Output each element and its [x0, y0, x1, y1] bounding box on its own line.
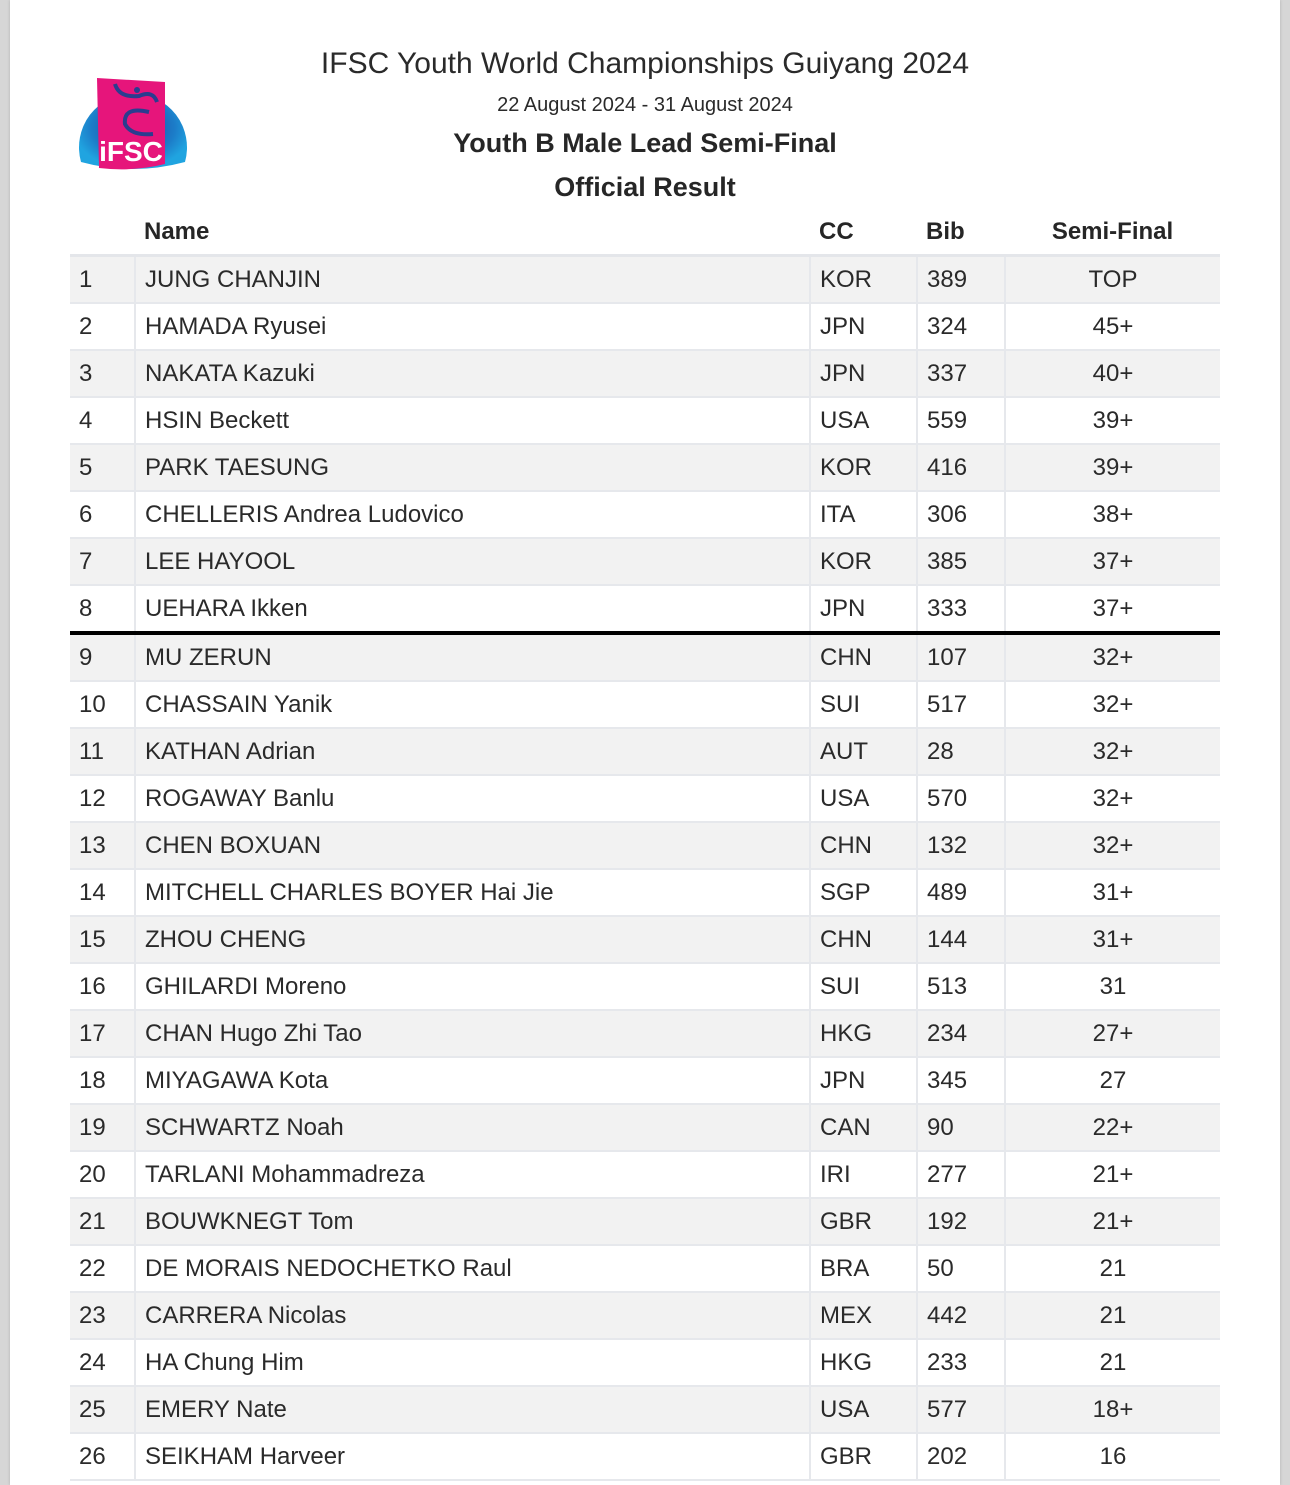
bib-cell: 337: [917, 350, 1005, 397]
table-row: [70, 585, 1220, 633]
bib-cell: 333: [917, 585, 1005, 633]
rank-cell: 17: [70, 1010, 135, 1057]
semi-final-score-cell: 40+: [1005, 350, 1220, 397]
semi-final-score-cell: TOP: [1005, 256, 1220, 304]
table-row: [70, 1245, 1220, 1292]
rank-cell: 3: [70, 350, 135, 397]
athlete-name-cell: CHAN Hugo Zhi Tao: [135, 1010, 810, 1057]
country-code-cell: USA: [810, 1386, 917, 1433]
table-row: [70, 1386, 1220, 1433]
table-row: [70, 303, 1220, 350]
athlete-name-cell: ZHOU CHENG: [135, 916, 810, 963]
bib-cell: 416: [917, 444, 1005, 491]
country-code-cell: JPN: [810, 303, 917, 350]
bib-cell: 570: [917, 775, 1005, 822]
rank-cell: 13: [70, 822, 135, 869]
column-header-name: Name: [135, 210, 810, 256]
column-header-cc: CC: [810, 210, 917, 256]
rank-cell: 5: [70, 444, 135, 491]
country-code-cell: BRA: [810, 1245, 917, 1292]
bib-cell: 517: [917, 681, 1005, 728]
event-dates: 22 August 2024 - 31 August 2024: [497, 94, 793, 116]
event-title: IFSC Youth World Championships Guiyang 2024: [320, 47, 970, 80]
rank-cell: 6: [70, 491, 135, 538]
table-row: [70, 963, 1220, 1010]
semi-final-score-cell: 21: [1005, 1339, 1220, 1386]
table-row: [70, 1057, 1220, 1104]
country-code-cell: MEX: [810, 1292, 917, 1339]
bib-cell: 389: [917, 256, 1005, 304]
semi-final-score-cell: 39+: [1005, 397, 1220, 444]
rank-cell: 15: [70, 916, 135, 963]
rank-cell: 11: [70, 728, 135, 775]
rank-cell: 19: [70, 1104, 135, 1151]
rank-cell: 16: [70, 963, 135, 1010]
semi-final-score-cell: 18+: [1005, 1386, 1220, 1433]
table-row: [70, 1104, 1220, 1151]
category-round-title: Youth B Male Lead Semi-Final: [453, 128, 837, 158]
country-code-cell: KOR: [810, 538, 917, 585]
semi-final-score-cell: 38+: [1005, 491, 1220, 538]
country-code-cell: USA: [810, 775, 917, 822]
semi-final-score-cell: 31+: [1005, 916, 1220, 963]
semi-final-score-cell: 37+: [1005, 585, 1220, 633]
athlete-name-cell: CHASSAIN Yanik: [135, 681, 810, 728]
table-row: [70, 633, 1220, 681]
athlete-name-cell: JUNG CHANJIN: [135, 256, 810, 304]
country-code-cell: JPN: [810, 585, 917, 633]
athlete-name-cell: HSIN Beckett: [135, 397, 810, 444]
table-row: [70, 491, 1220, 538]
semi-final-score-cell: 21+: [1005, 1151, 1220, 1198]
table-header-row: [70, 210, 1220, 256]
table-row: [70, 1292, 1220, 1339]
table-row: [70, 916, 1220, 963]
bib-cell: 385: [917, 538, 1005, 585]
bib-cell: 234: [917, 1010, 1005, 1057]
bib-cell: 324: [917, 303, 1005, 350]
country-code-cell: GBR: [810, 1198, 917, 1245]
bib-cell: 345: [917, 1057, 1005, 1104]
country-code-cell: AUT: [810, 728, 917, 775]
column-header-rank: [70, 210, 135, 256]
athlete-name-cell: GHILARDI Moreno: [135, 963, 810, 1010]
country-code-cell: KOR: [810, 256, 917, 304]
semi-final-score-cell: 27: [1005, 1057, 1220, 1104]
country-code-cell: SUI: [810, 681, 917, 728]
athlete-name-cell: BOUWKNEGT Tom: [135, 1198, 810, 1245]
semi-final-score-cell: 27+: [1005, 1010, 1220, 1057]
bib-cell: 513: [917, 963, 1005, 1010]
semi-final-score-cell: 32+: [1005, 681, 1220, 728]
table-row: [70, 397, 1220, 444]
results-body: [70, 256, 1220, 1481]
rank-cell: 23: [70, 1292, 135, 1339]
table-row: [70, 775, 1220, 822]
bib-cell: 202: [917, 1433, 1005, 1480]
athlete-name-cell: NAKATA Kazuki: [135, 350, 810, 397]
rank-cell: 2: [70, 303, 135, 350]
semi-final-score-cell: 16: [1005, 1433, 1220, 1480]
semi-final-score-cell: 32+: [1005, 775, 1220, 822]
athlete-name-cell: CHELLERIS Andrea Ludovico: [135, 491, 810, 538]
bib-cell: 559: [917, 397, 1005, 444]
ifsc-logo-icon: [77, 76, 189, 174]
bib-cell: 577: [917, 1386, 1005, 1433]
semi-final-score-cell: 31: [1005, 963, 1220, 1010]
rank-cell: 8: [70, 585, 135, 633]
country-code-cell: CHN: [810, 916, 917, 963]
rank-cell: 4: [70, 397, 135, 444]
table-row: [70, 728, 1220, 775]
table-row: [70, 1151, 1220, 1198]
bib-cell: 50: [917, 1245, 1005, 1292]
table-row: [70, 444, 1220, 491]
results-document: [10, 0, 1280, 1485]
rank-cell: 7: [70, 538, 135, 585]
rank-cell: 26: [70, 1433, 135, 1480]
bib-cell: 90: [917, 1104, 1005, 1151]
athlete-name-cell: LEE HAYOOL: [135, 538, 810, 585]
country-code-cell: KOR: [810, 444, 917, 491]
athlete-name-cell: UEHARA Ikken: [135, 585, 810, 633]
semi-final-score-cell: 32+: [1005, 822, 1220, 869]
country-code-cell: SUI: [810, 963, 917, 1010]
semi-final-score-cell: 22+: [1005, 1104, 1220, 1151]
bib-cell: 306: [917, 491, 1005, 538]
semi-final-score-cell: 21: [1005, 1245, 1220, 1292]
bib-cell: 107: [917, 633, 1005, 681]
rank-cell: 10: [70, 681, 135, 728]
rank-cell: 1: [70, 256, 135, 304]
country-code-cell: GBR: [810, 1433, 917, 1480]
country-code-cell: JPN: [810, 350, 917, 397]
table-row: [70, 1339, 1220, 1386]
semi-final-score-cell: 45+: [1005, 303, 1220, 350]
country-code-cell: HKG: [810, 1010, 917, 1057]
bib-cell: 192: [917, 1198, 1005, 1245]
rank-cell: 24: [70, 1339, 135, 1386]
table-row: [70, 1198, 1220, 1245]
athlete-name-cell: PARK TAESUNG: [135, 444, 810, 491]
athlete-name-cell: TARLANI Mohammadreza: [135, 1151, 810, 1198]
country-code-cell: JPN: [810, 1057, 917, 1104]
semi-final-score-cell: 31+: [1005, 869, 1220, 916]
bib-cell: 132: [917, 822, 1005, 869]
athlete-name-cell: CHEN BOXUAN: [135, 822, 810, 869]
rank-cell: 9: [70, 633, 135, 681]
athlete-name-cell: HAMADA Ryusei: [135, 303, 810, 350]
rank-cell: 12: [70, 775, 135, 822]
rank-cell: 21: [70, 1198, 135, 1245]
table-row: [70, 350, 1220, 397]
semi-final-score-cell: 21: [1005, 1292, 1220, 1339]
semi-final-score-cell: 37+: [1005, 538, 1220, 585]
semi-final-score-cell: 39+: [1005, 444, 1220, 491]
athlete-name-cell: DE MORAIS NEDOCHETKO Raul: [135, 1245, 810, 1292]
athlete-name-cell: MITCHELL CHARLES BOYER Hai Jie: [135, 869, 810, 916]
athlete-name-cell: MIYAGAWA Kota: [135, 1057, 810, 1104]
bib-cell: 28: [917, 728, 1005, 775]
table-row: [70, 822, 1220, 869]
bib-cell: 442: [917, 1292, 1005, 1339]
table-row: [70, 1433, 1220, 1480]
country-code-cell: HKG: [810, 1339, 917, 1386]
country-code-cell: CHN: [810, 822, 917, 869]
results-table: [70, 210, 1220, 1481]
rank-cell: 22: [70, 1245, 135, 1292]
bib-cell: 277: [917, 1151, 1005, 1198]
semi-final-score-cell: 21+: [1005, 1198, 1220, 1245]
country-code-cell: SGP: [810, 869, 917, 916]
logo-text: iFSC: [99, 136, 163, 167]
rank-cell: 18: [70, 1057, 135, 1104]
table-row: [70, 869, 1220, 916]
table-row: [70, 681, 1220, 728]
country-code-cell: CHN: [810, 633, 917, 681]
bib-cell: 233: [917, 1339, 1005, 1386]
country-code-cell: ITA: [810, 491, 917, 538]
athlete-name-cell: KATHAN Adrian: [135, 728, 810, 775]
column-header-semi-final: Semi-Final: [1005, 210, 1220, 256]
rank-cell: 20: [70, 1151, 135, 1198]
rank-cell: 25: [70, 1386, 135, 1433]
table-row: [70, 538, 1220, 585]
athlete-name-cell: SCHWARTZ Noah: [135, 1104, 810, 1151]
bib-cell: 144: [917, 916, 1005, 963]
athlete-name-cell: EMERY Nate: [135, 1386, 810, 1433]
bib-cell: 489: [917, 869, 1005, 916]
athlete-name-cell: ROGAWAY Banlu: [135, 775, 810, 822]
semi-final-score-cell: 32+: [1005, 633, 1220, 681]
table-row: [70, 256, 1220, 304]
column-header-bib: Bib: [917, 210, 1005, 256]
athlete-name-cell: HA Chung Him: [135, 1339, 810, 1386]
athlete-name-cell: SEIKHAM Harveer: [135, 1433, 810, 1480]
athlete-name-cell: CARRERA Nicolas: [135, 1292, 810, 1339]
athlete-name-cell: MU ZERUN: [135, 633, 810, 681]
rank-cell: 14: [70, 869, 135, 916]
table-row: [70, 1010, 1220, 1057]
semi-final-score-cell: 32+: [1005, 728, 1220, 775]
country-code-cell: USA: [810, 397, 917, 444]
country-code-cell: IRI: [810, 1151, 917, 1198]
result-status: Official Result: [554, 172, 736, 202]
country-code-cell: CAN: [810, 1104, 917, 1151]
